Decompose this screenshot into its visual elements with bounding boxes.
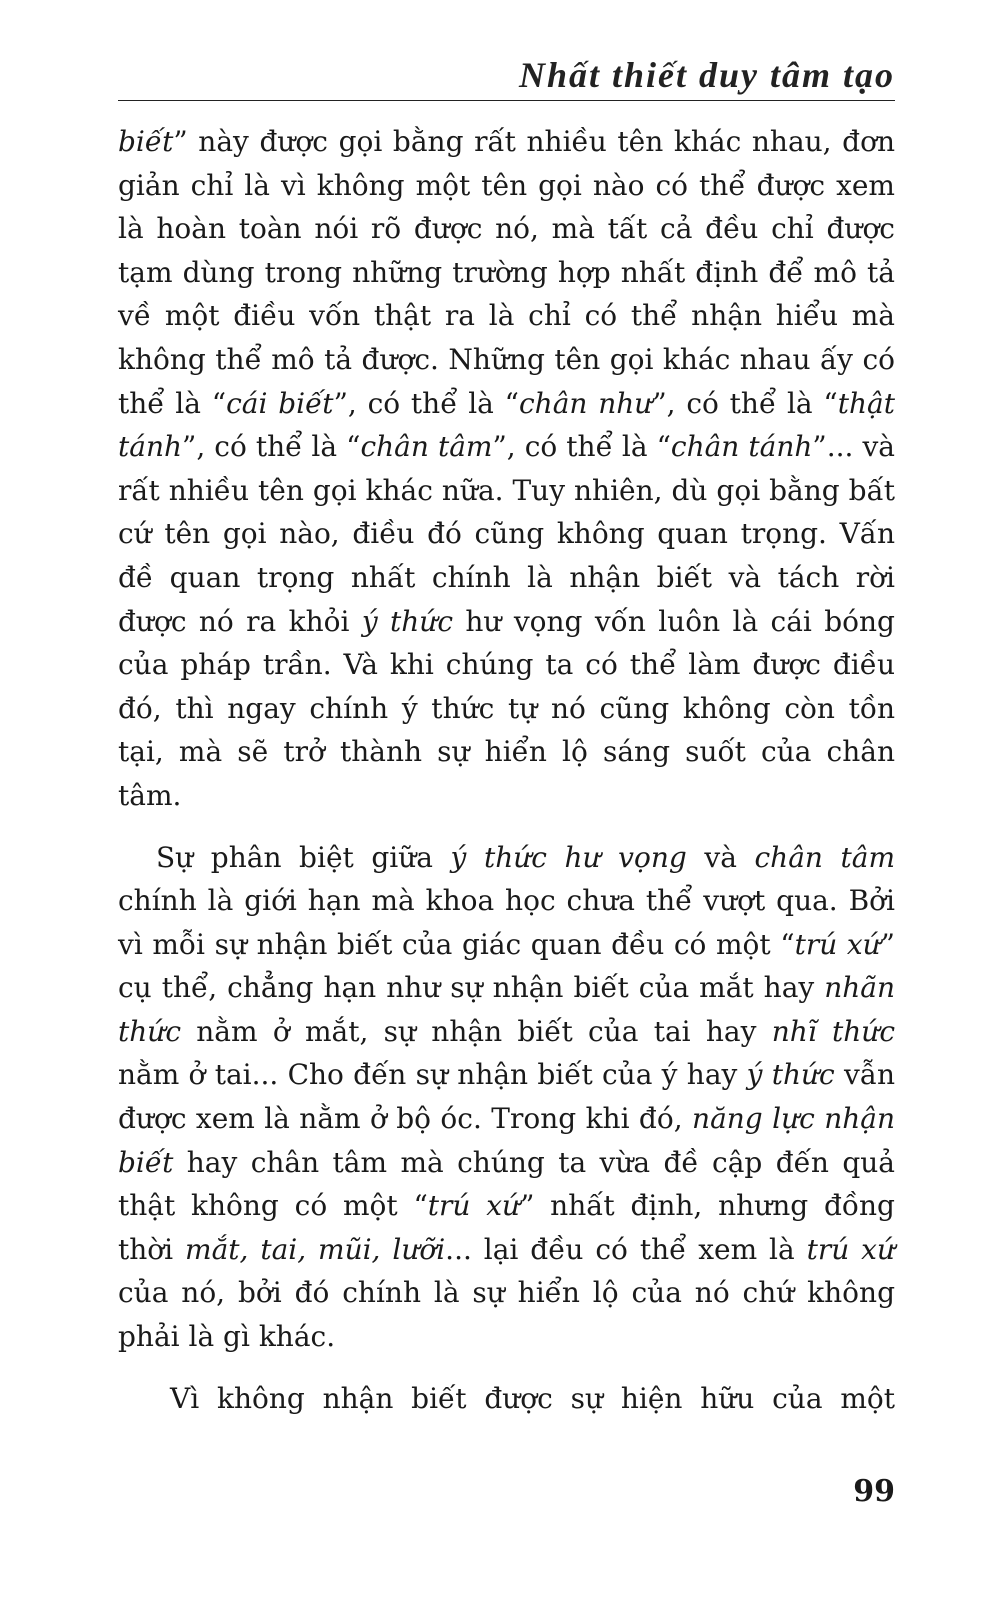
italic-term: thật tánh (118, 386, 895, 464)
text-run: và (686, 840, 755, 874)
text-run: chính là giới hạn mà khoa học chưa thể vượt qua. Bởi vì mỗi sự nhận biết của giác quan đều có một “ (118, 884, 895, 961)
text-run: ”, có thể là “ (492, 430, 671, 464)
italic-term: năng lực nhận biết (118, 1102, 895, 1179)
paragraph-3 (118, 1377, 895, 1421)
text-run: nằm ở mắt, sự nhận biết của tai hay (181, 1014, 772, 1048)
italic-term: trú xứ (427, 1189, 521, 1223)
text-run: ”... và rất nhiều tên gọi khác nữa. Tuy nhiên, dù gọi bằng bất cứ tên gọi nào, điều đó cũng không quan trọng. Vấn đề quan trọng nhất chính là nhận biết và tách rời được nó ra khỏi (118, 430, 895, 638)
text-run: hay chân tâm mà chúng ta vừa đề cập đến quả thật không có một “ (118, 1145, 895, 1223)
italic-term: ý thức (361, 604, 454, 638)
text-run: vẫn được xem là nằm ở bộ óc. Trong khi đó, (118, 1058, 896, 1136)
italic-term: biết (118, 125, 174, 158)
body-text (118, 120, 895, 1420)
text-run: của nó, bởi đó chính là sự hiển lộ của nó chứ không phải là gì khác. (118, 1276, 895, 1354)
text-run: ”, có thể là “ (652, 386, 838, 420)
italic-term: nhĩ thức (771, 1014, 895, 1048)
italic-term: nhãn thức (118, 971, 895, 1048)
text-run: ”, có thể là “ (333, 386, 519, 420)
book-page (118, 0, 895, 1600)
text-run: Vì không nhận biết được sự hiện hữu của một (170, 1381, 895, 1415)
paragraph-1 (118, 120, 895, 818)
italic-term: mắt, tai, mũi, lưỡi (185, 1232, 446, 1266)
text-run: ” nhất định, nhưng đồng thời (118, 1189, 895, 1266)
text-run: ” này được gọi bằng rất nhiều tên khác nhau, đơn giản chỉ là vì không một tên gọi nào có thể được xem là hoàn toàn nói rõ được nó, mà tất cả đều chỉ được tạm dùng trong những trường hợp nhất định để mô tả về một điều vốn thật ra là chỉ có thể nhận hiểu mà không thể mô tả được. Những tên gọi khác nhau ấy có thể là “ (118, 125, 895, 420)
running-header: Nhất thiết duy tâm tạo (518, 55, 895, 95)
italic-term: chân tâm (754, 840, 896, 874)
text-run: nằm ở tai... Cho đến sự nhận biết của ý hay (118, 1058, 747, 1092)
italic-term: trú xứ (794, 927, 881, 961)
text-run: ”, có thể là “ (182, 430, 361, 464)
italic-term: cái biết (226, 386, 334, 420)
paragraph-2 (118, 836, 895, 1359)
italic-term: chân tâm (360, 430, 493, 464)
text-run: ... lại đều có thể xem là (445, 1232, 807, 1266)
italic-term: ý thức hư vọng (450, 840, 687, 874)
text-run: ” cụ thể, chẳng hạn như sự nhận biết của mắt hay (118, 927, 895, 1005)
italic-term: ý thức (746, 1058, 835, 1092)
italic-term: trú xứ (806, 1232, 896, 1266)
text-run: hư vọng vốn luôn là cái bóng của pháp trần. Và khi chúng ta có thể làm được điều đó, thì ngay chính ý thức tự nó cũng không còn tồn tại, mà sẽ trở thành sự hiển lộ sáng suốt của chân tâm. (118, 604, 895, 812)
header-rule (118, 100, 895, 101)
italic-term: chân tánh (670, 430, 813, 464)
text-run: Sự phân biệt giữa (156, 840, 451, 874)
page-number: 99 (853, 1474, 895, 1509)
italic-term: chân như (518, 386, 653, 420)
